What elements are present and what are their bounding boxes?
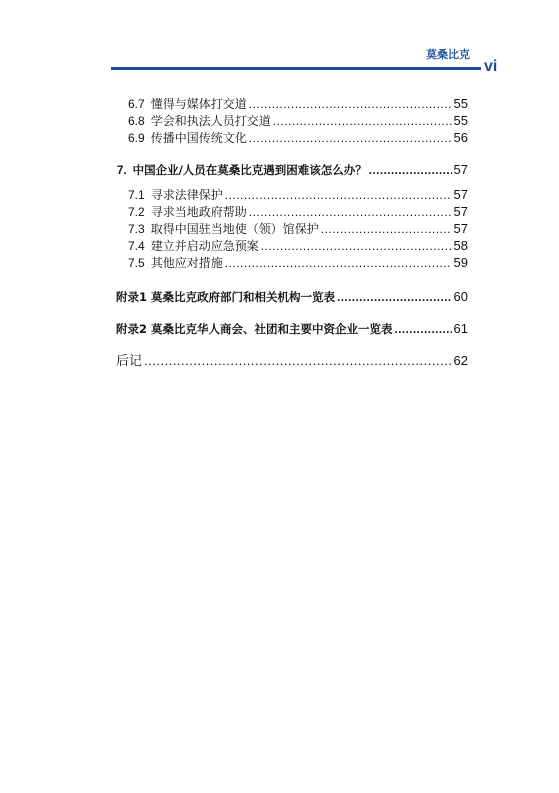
toc-title: 取得中国驻当地使（领）馆保护 — [150, 222, 319, 236]
toc-leader-dots — [249, 204, 452, 220]
toc-leader-dots — [261, 238, 452, 254]
toc-page-number: 57 — [453, 221, 468, 236]
toc-entry-7-3[interactable] — [128, 221, 468, 237]
toc-title: 学会和执法人员打交道 — [150, 114, 271, 128]
toc-page-number: 56 — [453, 130, 468, 145]
toc-chapter-7[interactable] — [117, 162, 468, 179]
toc-number: 6.9 — [128, 131, 145, 145]
toc-leader-dots — [337, 290, 452, 306]
header-title: 莫桑比克 — [426, 48, 470, 61]
toc-number: 6.7 — [128, 97, 145, 111]
toc-page-number: 55 — [453, 113, 468, 128]
toc-title: 其他应对措施 — [150, 256, 223, 270]
toc-page-number: 58 — [453, 238, 468, 253]
toc-entry-6-7[interactable] — [128, 96, 468, 112]
toc-page-number: 61 — [453, 321, 468, 336]
toc-leader-dots — [369, 163, 452, 179]
toc-number: 7.4 — [128, 239, 145, 253]
toc-title: 后记 — [116, 354, 143, 369]
toc-entry-7-2[interactable] — [128, 204, 468, 220]
toc-appendix-2[interactable] — [116, 321, 468, 338]
toc-leader-dots — [321, 221, 452, 237]
toc-title: 传播中国传统文化 — [150, 131, 247, 145]
toc-title: 寻求法律保护 — [150, 188, 223, 202]
toc-entry-7-5[interactable] — [128, 255, 468, 271]
toc-appendix-1[interactable] — [116, 289, 468, 306]
header-page-numeral: vi — [484, 58, 498, 75]
toc-title: 寻求当地政府帮助 — [150, 205, 247, 219]
toc-leader-dots — [225, 255, 452, 271]
toc-page-number: 62 — [453, 353, 468, 368]
toc-leader-dots — [395, 322, 452, 338]
toc-leader-dots — [249, 130, 452, 146]
toc-number: 7.2 — [128, 205, 145, 219]
toc-page-number: 57 — [453, 187, 468, 202]
toc-number: 7.3 — [128, 222, 145, 236]
toc-title: 建立并启动应急预案 — [150, 239, 259, 253]
toc-number: 7.1 — [128, 188, 145, 202]
toc-leader-dots — [249, 96, 452, 112]
toc-title: 附录2 莫桑比克华人商会、社团和主要中资企业一览表 — [116, 322, 393, 336]
toc-number: 6.8 — [128, 114, 145, 128]
toc-page-number: 57 — [453, 204, 468, 219]
toc-leader-dots — [273, 113, 452, 129]
toc-page-number: 59 — [453, 255, 468, 270]
toc-afterword[interactable] — [116, 353, 468, 370]
toc-title: 附录1 莫桑比克政府部门和相关机构一览表 — [116, 290, 336, 304]
toc-leader-dots — [144, 353, 452, 369]
toc-entry-7-1[interactable] — [128, 187, 468, 203]
toc-number: 7.5 — [128, 256, 145, 270]
toc-entry-6-8[interactable] — [128, 113, 468, 129]
toc-entry-7-4[interactable] — [128, 238, 468, 254]
toc-entry-6-9[interactable] — [128, 130, 468, 146]
toc-leader-dots — [225, 187, 452, 203]
toc-title: 懂得与媒体打交道 — [150, 97, 247, 111]
toc-page-number: 57 — [453, 162, 468, 177]
toc-number: 7. — [117, 165, 127, 177]
toc-page-number: 60 — [453, 289, 468, 304]
toc-page-number: 55 — [453, 96, 468, 111]
toc-title: 中国企业/人员在莫桑比克遇到困难该怎么办？ — [132, 163, 367, 177]
